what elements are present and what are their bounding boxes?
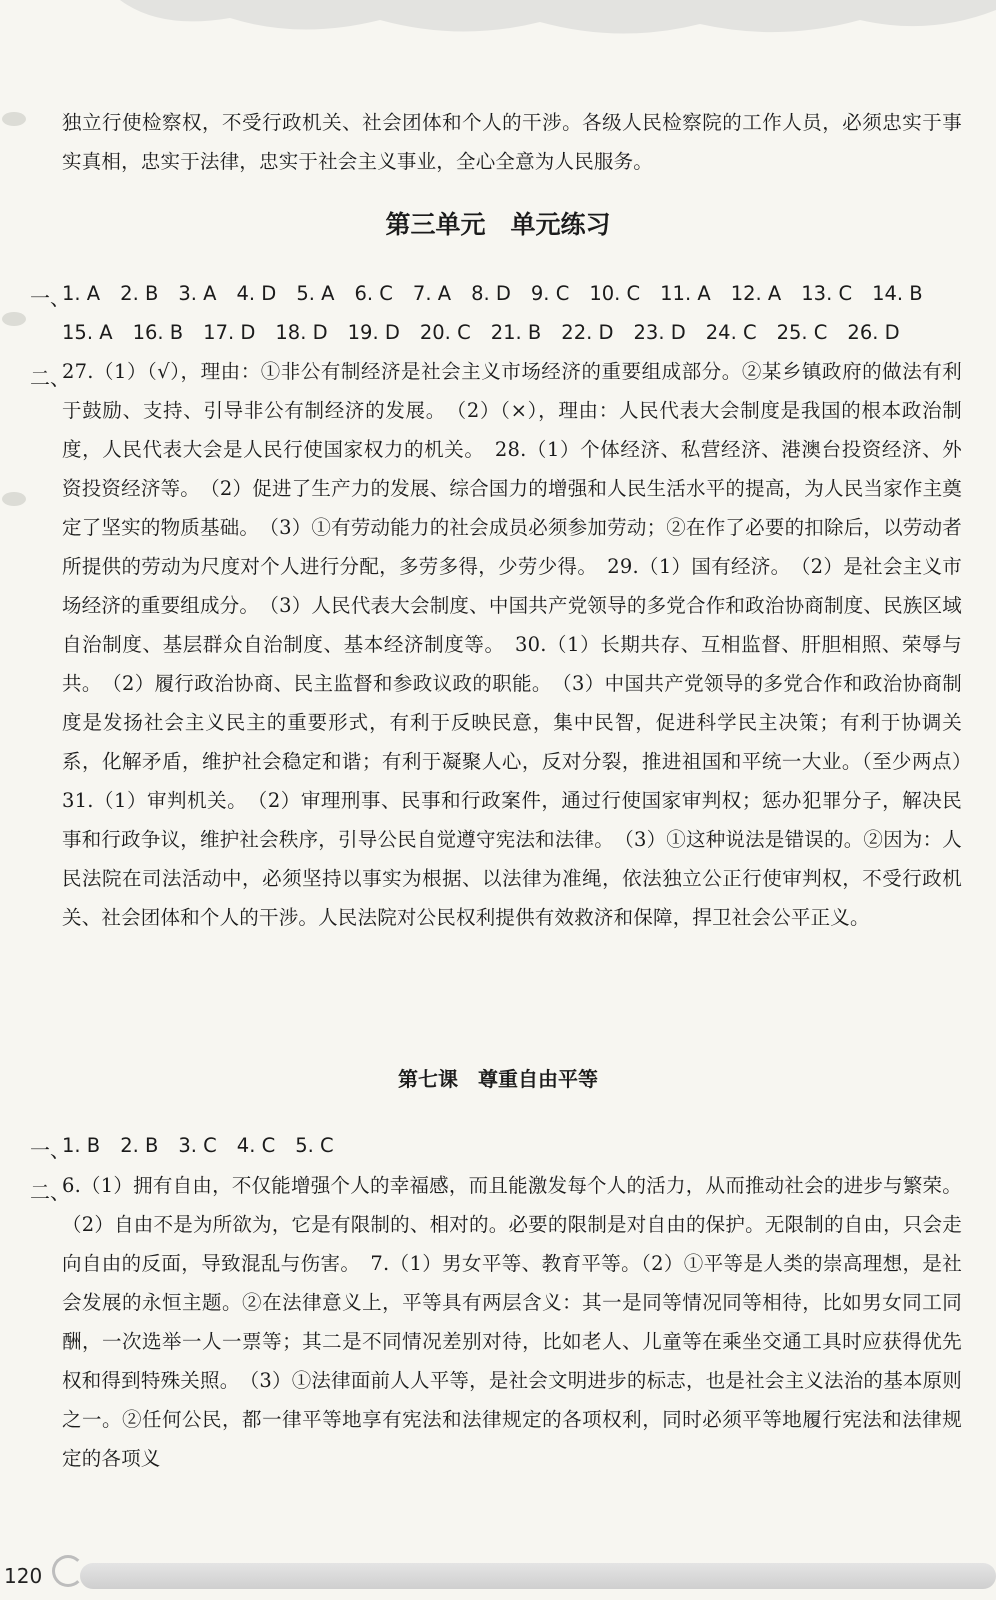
choice-answer: 3. C [178, 1134, 217, 1157]
choice-answer: 14. B [872, 282, 923, 305]
choice-answer: 19. D [347, 321, 400, 344]
choice-answer: 24. C [705, 321, 757, 344]
choice-answer: 26. D [847, 321, 900, 344]
choice-answers-row-2 [62, 321, 920, 344]
unit-answer-paragraph: 27.（1）（√），理由：①非公有制经济是社会主义市场经济的重要组成部分。②某乡镇政府的做法有利于鼓励、支持、引导非公有制经济的发展。 （2）（×），理由：人民代表大会制度是我国的根本政治制度，人民代表大会是人民行使国家权力的机关。 28.（1）个体经济、私营经济、港澳台投资经济、外资投资经济等。 （2）促进了生产力的发展、综合国力的增强和人民生活水平的提高，为人民当家作主奠定了坚实的物质基础。 （3）①有劳动能力的社会成员必须参加劳动；②在作了必要的扣除后，以劳动者所提供的劳动为尺度对个人进行分配，多劳多得，少劳少得。 29.（1）国有经济。 （2）是社会主义市场经济的重要组成分。 （3）人民代表大会制度、中国共产党领导的多党合作和政治协商制度、民族区域自治制度、基层群众自治制度、基本经济制度等。 30.（1）长期共存、互相监督、肝胆相照、荣辱与共。 （2）履行政治协商、民主监督和参政议政的职能。 （3）中国共产党领导的多党合作和政治协商制度是发扬社会主义民主的重要形式，有利于反映民意，集中民智，促进科学民主决策；有利于协调关系，化解矛盾，维护社会稳定和谐；有利于凝聚人心，反对分裂，推进祖国和平统一大业。（至少两点） 31.（1）审判机关。 （2）审理刑事、民事和行政案件，通过行使国家审判权；惩办犯罪分子，解决民事和行政争议，维护社会秩序，引导公民自觉遵守宪法和法律。 （3）①这种说法是错误的。②因为：人民法院在司法活动中，必须坚持以事实为根据、以法律为准绳，依法独立公正行使审判权，不受行政机关、社会团体和个人的干涉。人民法院对公民权利提供有效救济和保障，捍卫社会公平正义。 [62, 360, 982, 929]
section-marker: 二、 [30, 366, 70, 390]
choice-answer: 17. D [203, 321, 256, 344]
choice-answer: 4. D [236, 282, 277, 305]
choice-answer: 5. A [296, 282, 335, 305]
choice-answer: 9. C [530, 282, 570, 305]
choice-answer: 15. A [62, 321, 113, 344]
section-marker: 一、 [30, 1138, 70, 1162]
choice-answer: 10. C [589, 282, 641, 305]
choice-answer: 12. A [730, 282, 782, 305]
choice-answer: 1. A [62, 282, 101, 305]
lesson-title: 第七课 尊重自由平等 [398, 1067, 598, 1091]
choice-answer: 22. D [561, 321, 614, 344]
choice-answer: 11. A [660, 282, 711, 305]
choice-answer: 25. C [776, 321, 828, 344]
choice-answer: 5. C [295, 1134, 334, 1157]
choice-answer: 2. B [120, 1134, 159, 1157]
unit-title: 第三单元 单元练习 [385, 210, 611, 239]
footer-curl-decoration [52, 1555, 84, 1587]
choice-answer: 2. B [120, 282, 159, 305]
choice-answer: 1. B [62, 1134, 101, 1157]
lesson-answer-paragraph: 6.（1）拥有自由，不仅能增强个人的幸福感，而且能激发每个人的活力，从而推动社会的进步与繁荣。（2）自由不是为所欲为，它是有限制的、相对的。必要的限制是对自由的保护。无限制的自由，只会走向自由的反面，导致混乱与伤害。 7.（1）男女平等、教育平等。（2）①平等是人类的崇高理想，是社会发展的永恒主题。②在法律意义上，平等具有两层含义：其一是同等情况同等相待，比如男女同工同酬，一次选举一人一票等；其二是不同情况差别对待，比如老人、儿童等在乘坐交通工具时应获得优先权和得到特殊关照。 （3）①法律面前人人平等，是社会文明进步的标志，也是社会主义法治的基本原则之一。②任何公民，都一律平等地享有宪法和法律规定的各项权利，同时必须平等地履行宪法和法律规定的各项义 [62, 1174, 962, 1470]
choice-answer: 6. C [354, 282, 393, 305]
choice-answer: 18. D [275, 321, 328, 344]
choice-answer: 16. B [132, 321, 184, 344]
choice-answer: 20. C [419, 321, 471, 344]
choice-answer: 13. C [801, 282, 853, 305]
choice-answer: 21. B [490, 321, 542, 344]
choice-answer: 8. D [471, 282, 511, 305]
lesson-choice-answers [62, 1134, 354, 1157]
section-marker: 一、 [30, 286, 70, 310]
carryover-paragraph: 独立行使检察权，不受行政机关、社会团体和个人的干涉。各级人民检察院的工作人员，必须忠实于事实真相，忠实于法律，忠实于社会主义事业，全心全意为人民服务。 [62, 111, 962, 173]
page-number: 120 [4, 1564, 43, 1588]
choice-answer: 4. C [236, 1134, 276, 1157]
choice-answer: 7. A [412, 282, 452, 305]
choice-answer: 23. D [633, 321, 686, 344]
section-marker: 二、 [30, 1180, 70, 1204]
choice-answer: 3. A [178, 282, 217, 305]
footer-bar [80, 1563, 996, 1589]
choice-answers-row-1 [62, 282, 943, 305]
